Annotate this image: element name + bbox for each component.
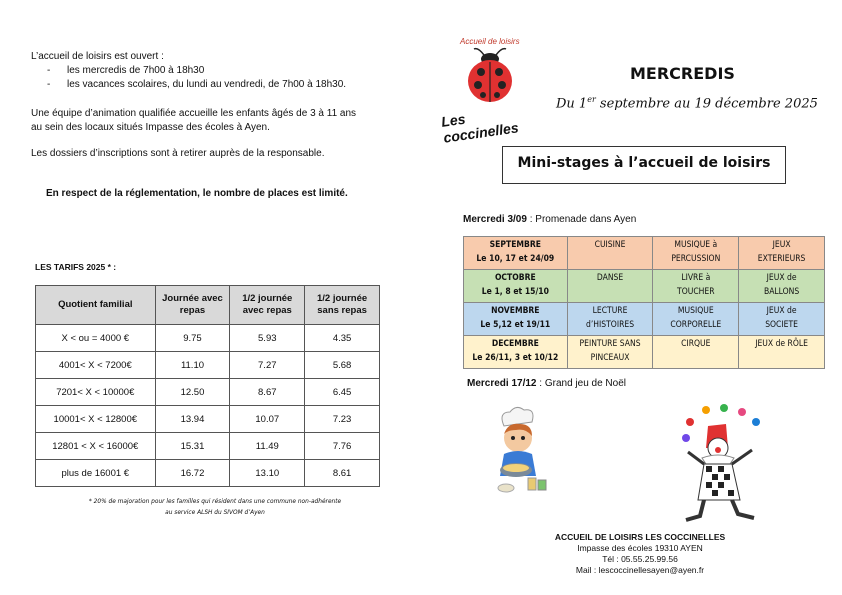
activity-cell bbox=[739, 303, 825, 336]
contact-address: Impasse des écoles 19310 AYEN bbox=[577, 543, 703, 553]
tarifs-cell: plus de 16001 € bbox=[36, 460, 156, 487]
period bbox=[556, 95, 818, 111]
contact-block bbox=[520, 532, 760, 576]
month-dates: Le 1, 8 et 15/10 bbox=[481, 287, 549, 297]
tarifs-cell: 12.50 bbox=[155, 379, 230, 406]
activity-line: BALLONS bbox=[763, 287, 800, 297]
footnote-line: au service ALSH du SIVOM d’Ayen bbox=[165, 508, 265, 516]
activity-cell bbox=[739, 336, 825, 369]
activity-line: CUISINE bbox=[594, 240, 626, 250]
tarifs-header: Journée avec repas bbox=[155, 286, 230, 325]
tarifs-cell: 10001< X < 12800€ bbox=[36, 406, 156, 433]
table-row bbox=[36, 406, 380, 433]
contact-email: Mail : lescoccinellesayen@ayen.fr bbox=[575, 565, 705, 575]
activity-cell bbox=[653, 336, 739, 369]
month-dates: Le 5,12 et 19/11 bbox=[480, 320, 551, 330]
activity-cell bbox=[567, 336, 653, 369]
logo-bottom-text: Les coccinelles bbox=[440, 110, 520, 146]
activity-line: CORPORELLE bbox=[670, 320, 722, 330]
tarifs-cell: 10.07 bbox=[230, 406, 305, 433]
activity-line: DANSE bbox=[596, 273, 624, 283]
opening-item: - les mercredis de 7h00 à 18h30 bbox=[31, 64, 411, 78]
table-row bbox=[464, 336, 825, 369]
period-suffix: septembre au 19 décembre 2025 bbox=[595, 96, 818, 112]
footnote-line: * 20% de majoration pour les familles qui résident dans une commune non-adhérente bbox=[88, 497, 342, 505]
month-cell bbox=[464, 303, 568, 336]
month-dates: Le 26/11, 3 et 10/12 bbox=[472, 353, 559, 363]
tarifs-cell: 5.93 bbox=[230, 325, 305, 352]
tarifs-cell: 4001< X < 7200€ bbox=[36, 352, 156, 379]
activity-cell bbox=[653, 270, 739, 303]
chef-child-icon bbox=[486, 404, 552, 496]
month-cell bbox=[464, 336, 568, 369]
activity-line: JEUX de RÔLE bbox=[755, 339, 808, 349]
activity-line: PINCEAUX bbox=[590, 353, 630, 363]
tarifs-table bbox=[35, 285, 380, 487]
event-noel bbox=[467, 377, 626, 391]
tarifs-cell: 4.35 bbox=[305, 325, 380, 352]
activity-line: EXTERIEURS bbox=[757, 254, 806, 264]
table-row bbox=[464, 270, 825, 303]
tarifs-cell: 7.76 bbox=[305, 433, 380, 460]
tarifs-cell: 7201< X < 10000€ bbox=[36, 379, 156, 406]
activity-cell bbox=[739, 270, 825, 303]
activity-line: LIVRE à bbox=[681, 273, 711, 283]
month-name: DECEMBRE bbox=[491, 339, 539, 349]
tarifs-cell: 15.31 bbox=[155, 433, 230, 460]
table-row bbox=[464, 237, 825, 270]
event-desc: : Promenade dans Ayen bbox=[526, 214, 637, 225]
table-row bbox=[36, 460, 380, 487]
month-cell bbox=[464, 237, 568, 270]
event-desc: : Grand jeu de Noël bbox=[536, 378, 626, 389]
contact-phone: Tél : 05.55.25.99.56 bbox=[602, 554, 678, 564]
month-name: OCTOBRE bbox=[494, 273, 536, 283]
tarifs-cell: 5.68 bbox=[305, 352, 380, 379]
activities-table bbox=[463, 236, 825, 369]
activity-line: CIRQUE bbox=[681, 339, 711, 349]
team-line: au sein des locaux situés Impasse des écoles à Ayen. bbox=[31, 122, 270, 133]
mini-stages-title: Mini-stages à l’accueil de loisirs bbox=[502, 146, 786, 184]
table-row bbox=[36, 352, 380, 379]
tarifs-cell: 13.10 bbox=[230, 460, 305, 487]
activity-line: JEUX bbox=[772, 240, 791, 250]
activity-line: d’HISTOIRES bbox=[585, 320, 635, 330]
table-row bbox=[36, 325, 380, 352]
tarifs-cell: 6.45 bbox=[305, 379, 380, 406]
period-sup: er bbox=[587, 95, 596, 104]
tarifs-header: Quotient familial bbox=[36, 286, 156, 325]
activity-cell bbox=[653, 237, 739, 270]
tarifs-cell: 13.94 bbox=[155, 406, 230, 433]
activity-line: MUSIQUE bbox=[677, 306, 714, 316]
activity-line: SOCIETE bbox=[765, 320, 798, 330]
activity-cell bbox=[567, 303, 653, 336]
activity-line: JEUX de bbox=[766, 273, 797, 283]
tarifs-cell: 11.49 bbox=[230, 433, 305, 460]
opening-intro: L’accueil de loisirs est ouvert : bbox=[31, 51, 164, 62]
team-info bbox=[31, 107, 411, 135]
activity-line: JEUX de bbox=[766, 306, 797, 316]
tarifs-cell: 8.61 bbox=[305, 460, 380, 487]
activity-cell bbox=[567, 270, 653, 303]
logo-top-text: Accueil de loisirs bbox=[460, 37, 520, 46]
tarifs-cell: 12801 < X < 16000€ bbox=[36, 433, 156, 460]
page-title: MERCREDIS bbox=[630, 64, 735, 83]
tarifs-footnote bbox=[40, 496, 390, 518]
team-line: Une équipe d’animation qualifiée accueille les enfants âgés de 3 à 11 ans bbox=[31, 108, 357, 119]
tarifs-cell: 7.23 bbox=[305, 406, 380, 433]
month-cell bbox=[464, 270, 568, 303]
opening-item: - les vacances scolaires, du lundi au vendredi, de 7h00 à 18h30. bbox=[31, 78, 411, 92]
activity-line: MUSIQUE à bbox=[674, 240, 718, 250]
table-row bbox=[36, 379, 380, 406]
activity-cell bbox=[739, 237, 825, 270]
dossiers-info: Les dossiers d’inscriptions sont à retirer auprès de la responsable. bbox=[31, 148, 325, 159]
month-dates: Le 10, 17 et 24/09 bbox=[476, 254, 555, 264]
period-prefix: Du 1 bbox=[556, 96, 588, 112]
juggler-clown-icon bbox=[670, 404, 780, 524]
contact-name: ACCUEIL DE LOISIRS LES COCCINELLES bbox=[554, 532, 726, 542]
tarifs-cell: 8.67 bbox=[230, 379, 305, 406]
tarifs-header: 1/2 journée avec repas bbox=[230, 286, 305, 325]
tarifs-cell: 9.75 bbox=[155, 325, 230, 352]
month-name: NOVEMBRE bbox=[491, 306, 540, 316]
event-date: Mercredi 17/12 bbox=[467, 378, 537, 389]
event-date: Mercredi 3/09 bbox=[463, 214, 527, 225]
tarifs-cell: 11.10 bbox=[155, 352, 230, 379]
logo bbox=[438, 37, 540, 146]
event-promenade bbox=[463, 213, 636, 227]
activity-cell bbox=[653, 303, 739, 336]
tarifs-header: 1/2 journée sans repas bbox=[305, 286, 380, 325]
tarifs-cell: X < ou = 4000 € bbox=[36, 325, 156, 352]
month-name: SEPTEMBRE bbox=[489, 240, 541, 250]
tarifs-title: LES TARIFS 2025 * : bbox=[35, 262, 117, 272]
places-notice: En respect de la réglementation, le nombre de places est limité. bbox=[46, 188, 348, 199]
activity-cell bbox=[567, 237, 653, 270]
activity-line: TOUCHER bbox=[677, 287, 715, 297]
tarifs-cell: 7.27 bbox=[230, 352, 305, 379]
table-row bbox=[36, 433, 380, 460]
activity-line: LECTURE bbox=[592, 306, 628, 316]
activity-line: PEINTURE SANS bbox=[579, 339, 641, 349]
tarifs-header-row bbox=[36, 286, 380, 325]
opening-list bbox=[31, 64, 411, 92]
tarifs-cell: 16.72 bbox=[155, 460, 230, 487]
activity-line: PERCUSSION bbox=[671, 254, 721, 264]
table-row bbox=[464, 303, 825, 336]
opening-info bbox=[31, 50, 411, 92]
